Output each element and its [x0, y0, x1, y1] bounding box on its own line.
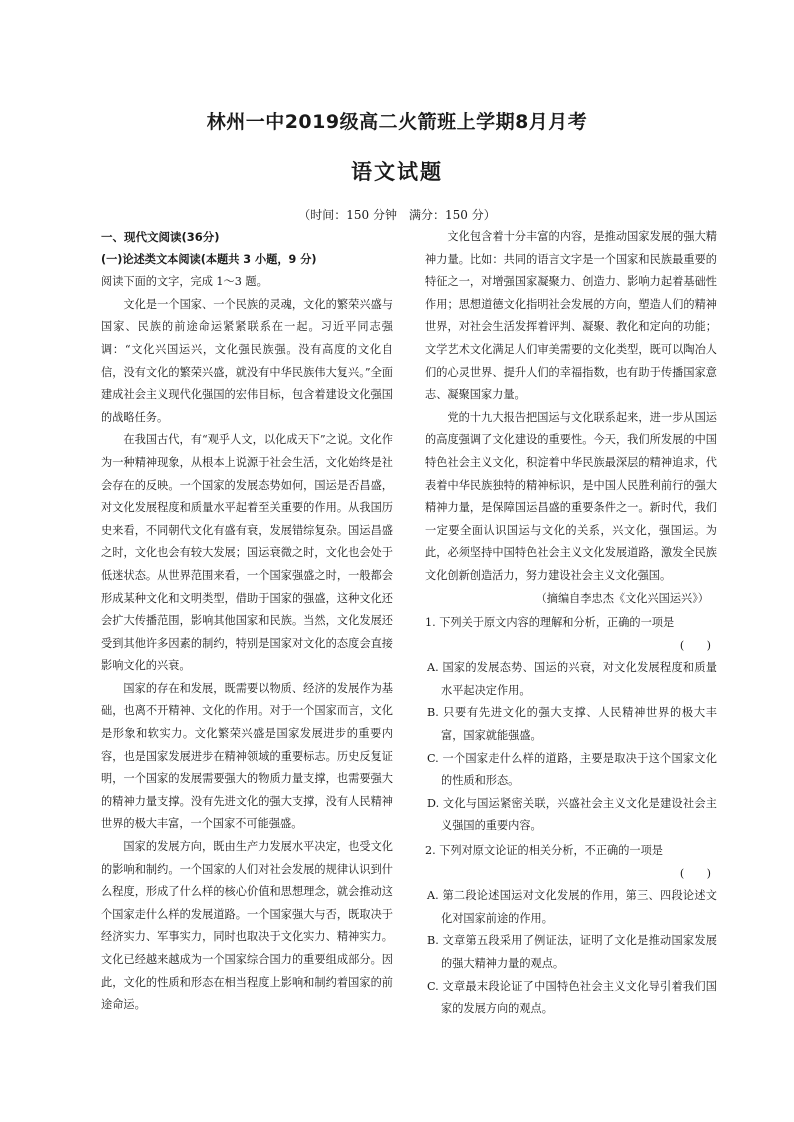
question-stem: 1. 下列关于原文内容的理解和分析，正确的一项是	[425, 616, 675, 630]
passage-source: （摘编自李忠杰《文化兴国运兴》）	[535, 591, 709, 605]
exam-meta: （时间：150 分钟 满分：150 分）	[298, 208, 496, 222]
question-2	[425, 840, 717, 1021]
answer-bracket: ( )	[679, 866, 711, 880]
passage-paragraph-5: 文化包含着十分丰富的内容，是推动国家发展的强大精神力量。比如：共同的语言文字是一个国家和民族最重要的特征之一，对增强国家凝聚力、创造力、影响力起着基础性作用；思想道德文化指明社会发展的方向，塑造人们的精神世界，对社会生活发挥着评判、凝聚、教化和定向的功能；文学艺术文化满足人们审美需要的文化类型，既可以陶冶人们的心灵世界、提升人们的幸福指数，也有助于传播国家意志、凝聚国家力量。	[425, 230, 717, 402]
passage-paragraph-1: 文化是一个国家、一个民族的灵魂，文化的繁荣兴盛与国家、民族的前途命运紧紧联系在一起。习近平同志强调：“文化兴国运兴，文化强民族强。没有高度的文化自信，没有文化的繁荣兴盛，就没有中华民族伟大复兴。”全面建成社会主义现代化强国的宏伟目标，包含着建设文化强国的战略任务。	[101, 297, 393, 424]
subject-title: 语文试题	[351, 160, 443, 184]
passage-paragraph-2: 在我国古代，有“观乎人文，以化成天下”之说。文化作为一种精神现象，从根本上说源于社会生活，文化始终是社会存在的反映。一个国家的发展态势如何，国运是否昌盛，对文化发展程度和质量水平起着至关重要的作用。从我国历史来看，不同朝代文化有盛有衰，发展错综复杂。国运昌盛之时，文化也会有较大发展；国运衰微之时，文化也会处于低迷状态。从世界范围来看，一个国家强盛之时，一般都会形成某种文化和文明类型，借助于国家的强盛，这种文化还会扩大传播范围，影响其他国家和民族。当然，文化发展还受到其他许多因素的制约，特别是国家对文化的态度会直接影响文化的兴衰。	[101, 433, 393, 673]
option-d: D. 文化与国运紧密关联，兴盛社会主义文化是建设社会主义强国的重要内容。	[427, 796, 717, 833]
option-b: B. 只要有先进文化的强大支撑、人民精神世界的极大丰富，国家就能强盛。	[427, 706, 717, 743]
exam-title: 林州一中2019级高二火箭班上学期8月月考	[206, 111, 588, 133]
section-heading: 一、现代文阅读(36分)	[101, 230, 220, 244]
question-stem: 2. 下列对原文论证的相关分析，不正确的一项是	[425, 844, 663, 858]
option-a: A. 第二段论述国运对文化发展的作用，第三、四段论述文化对国家前途的作用。	[427, 889, 717, 925]
section-subheading: (一)论述类文本阅读(本题共 3 小题，9 分)	[101, 252, 317, 266]
reading-instruction: 阅读下面的文字，完成 1～3 题。	[101, 275, 268, 289]
passage-paragraph-3: 国家的存在和发展，既需要以物质、经济的发展作为基础，也离不开精神、文化的作用。对于一个国家而言，文化是形象和软实力。文化繁荣兴盛是国家发展进步的重要内容，也是国家发展进步在精神领域的重要标志。历史反复证明，一个国家的发展需要强大的物质力量支撑，也需要强大的精神力量支撑。没有先进文化的强大支撑，没有人民精神世界的极大丰富，一个国家不可能强盛。	[101, 681, 393, 831]
question-1	[425, 612, 717, 838]
option-b: B. 文章第五段采用了例证法，证明了文化是推动国家发展的强大精神力量的观点。	[427, 934, 717, 970]
option-a: A. 国家的发展态势、国运的兴衰，对文化发展程度和质量水平起决定作用。	[427, 661, 717, 697]
option-c: C. 一个国家走什么样的道路，主要是取决于这个国家文化的性质和形态。	[427, 751, 717, 788]
passage-paragraph-6: 党的十九大报告把国运与文化联系起来，进一步从国运的高度强调了文化建设的重要性。今天，我们所发展的中国特色社会主义文化，积淀着中华民族最深层的精神追求，代表着中华民族独特的精神标识，是中国人民胜利前行的强大精神力量，是保障国运昌盛的重要条件之一。新时代，我们一定要全面认识国运与文化的关系，兴文化，强国运。为此，必须坚持中国特色社会主义文化发展道路，激发全民族文化创新创造活力，努力建设社会主义文化强国。	[425, 410, 717, 582]
answer-bracket: ( )	[679, 638, 711, 652]
right-column	[425, 226, 717, 1021]
left-column	[101, 226, 393, 1017]
passage-paragraph-4: 国家的发展方向，既由生产力发展水平决定，也受文化的影响和制约。一个国家的人们对社会发展的规律认识到什么程度，形成了什么样的核心价值和思想理念，就会推动这个国家走什么样的发展道路。一个国家强大与否，既取决于经济实力、军事实力，同时也取决于文化实力、精神实力。文化已经越来越成为一个国家综合国力的重要组成部分。因此，文化的性质和形态在相当程度上影响和制约着国家的前途命运。	[101, 840, 393, 1012]
option-c: C. 文章最末段论证了中国特色社会主义文化导引着我们国家的发展方向的观点。	[427, 979, 717, 1016]
